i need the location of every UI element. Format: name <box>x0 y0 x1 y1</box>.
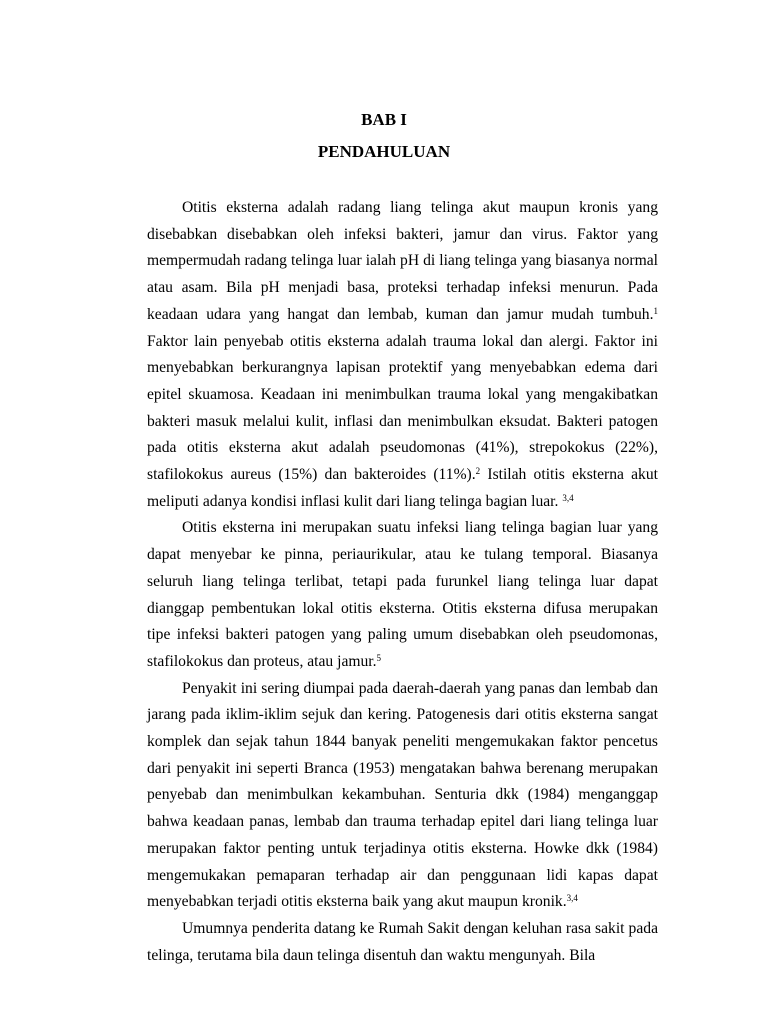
paragraph-4 <box>147 916 658 969</box>
paragraph-3 <box>147 676 658 916</box>
citation: 3,4 <box>562 492 574 503</box>
chapter-title: PENDAHULUAN <box>317 142 451 161</box>
chapter-number: BAB I <box>361 110 407 129</box>
paragraph-text: Penyakit ini sering diumpai pada daerah-daerah yang panas dan lembab dan jarang pada iklim-iklim sejuk dan kering. Patogenesis dari otitis eksterna sangat komplek dan sejak tahun 1844 banyak peneliti mengemukakan faktor pencetus dari penyakit ini seperti Branca (1953) mengatakan bahwa berenang merupakan penyebab dan menimbulkan kekambuhan. Senturia dkk (1984) menganggap bahwa keadaan panas, lembab dan trauma terhadap epitel dari liang telinga luar merupakan faktor penting untuk terjadinya otitis eksterna. Howke dkk (1984) mengemukakan pemaparan terhadap air dan penggunaan lidi kapas dapat menyebabkan terjadi otitis eksterna baik yang akut maupun kronik. <box>147 679 658 911</box>
paragraph-1 <box>147 195 658 515</box>
citation: 5 <box>376 652 382 663</box>
citation: 2 <box>475 466 481 477</box>
paragraph-text: Otitis eksterna ini merupakan suatu infeksi liang telinga bagian luar yang dapat menyebar ke pinna, periaurikular, atau ke tulang temporal. Biasanya seluruh liang telinga terlibat, tetapi pada furunkel liang telinga luar dapat dianggap pembentukan lokal otitis eksterna. Otitis eksterna difusa merupakan tipe infeksi bakteri patogen yang paling umum disebabkan oleh pseudomonas, stafilokokus dan proteus, atau jamur. <box>147 519 658 670</box>
body-text <box>147 195 658 969</box>
citation: 3,4 <box>566 893 578 904</box>
citation: 1 <box>653 305 658 316</box>
paragraph-text: Umumnya penderita datang ke Rumah Sakit dengan keluhan rasa sakit pada telinga, terutama bila daun telinga disentuh dan waktu mengunyah. Bila <box>147 919 658 964</box>
paragraph-text: Faktor lain penyebab otitis eksterna adalah trauma lokal dan alergi. Faktor ini menyebabkan berkurangnya lapisan protektif yang menyebabkan edema dari epitel skuamosa. Keadaan ini menimbulkan trauma lokal yang mengakibatkan bakteri masuk melalui kulit, inflasi dan menimbulkan eksudat. Bakteri patogen pada otitis eksterna akut adalah pseudomonas (41%), strepokokus (22%), stafilokokus aureus (15%) dan bakteroides (11%). <box>147 332 658 484</box>
paragraph-2 <box>147 515 658 675</box>
paragraph-text: Otitis eksterna adalah radang liang telinga akut maupun kronis yang disebabkan disebabkan oleh infeksi bakteri, jamur dan virus. Faktor yang mempermudah radang telinga luar ialah pH di liang telinga yang biasanya normal atau asam. Bila pH menjadi basa, proteksi terhadap infeksi menurun. Pada keadaan udara yang hangat dan lembab, kuman dan jamur mudah tumbuh. <box>147 199 658 323</box>
paragraph-text: Istilah otitis eksterna akut meliputi adanya kondisi inflasi kulit dari liang telinga bagian luar. <box>147 466 658 510</box>
